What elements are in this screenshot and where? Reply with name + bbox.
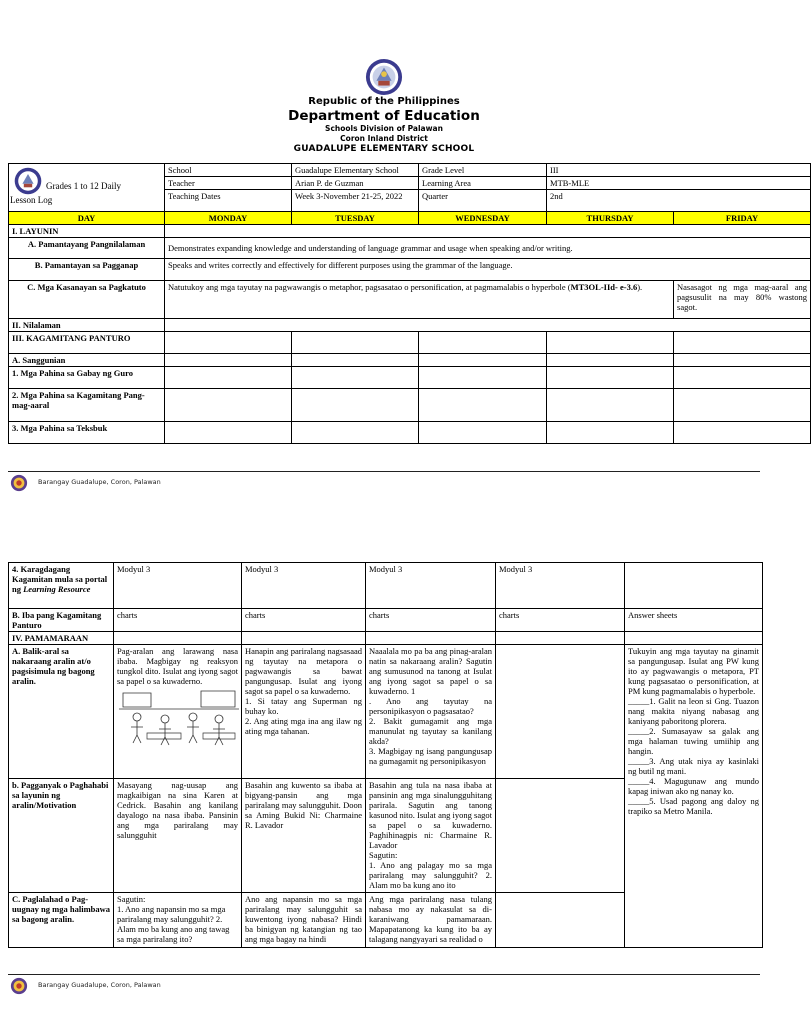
balik-aral-tuesday-item1: 1. Si tatay ang Superman ng buhay ko. [245, 696, 362, 716]
kagamitan-tue [292, 332, 419, 354]
deped-seal-icon [365, 58, 403, 96]
sanggunian-tue [292, 354, 419, 367]
balik-aral-wednesday [366, 645, 496, 779]
lesson-log-table-page1 [8, 163, 811, 444]
paglalahad-thursday [496, 893, 625, 948]
lesson-log-table-page2 [8, 562, 763, 948]
pagganyak-wednesday-text: Basahin ang tula na nasa ibaba at pansinin ang mga sinalungguhitang parirala. Sagutin ang tanong kasunod nito. Isulat ang iyong sagot sa papel o sa kuwaderno. Paghihinagpis ni: Charmaine R. Lavador [369, 780, 492, 850]
pagganyak-wednesday [366, 779, 496, 893]
balik-aral-tuesday-text: Hanapin ang pariralang nagsasaad ng tayutay na metapora o pagwawangis sa bawat pangungusap. Isulat ang iyong sagot sa papel o sa kuwaderno. [245, 646, 362, 696]
karagdagang-text: 4. Karagdagang Kagamitan mula sa portal ng [12, 564, 108, 594]
friday-assessment [625, 645, 763, 948]
balik-aral-wednesday-item1: . Ano ang tayutay na personipikasyon o pagsasatao? [369, 696, 492, 716]
kagamitan-wed [419, 332, 547, 354]
friday-item-3: _____3. Ang utak niya ay kasinlaki ng butil ng mani. [628, 756, 759, 776]
modyul-tue: Modyul 3 [242, 563, 366, 609]
pagganyak-thursday [496, 779, 625, 893]
pamamaraan-wed [366, 632, 496, 645]
children-classroom-illustration [117, 689, 241, 747]
friday-item-2: _____2. Sumasayaw sa galak ang mga halaman tuwing umiihip ang hangin. [628, 726, 759, 756]
modyul-mon: Modyul 3 [114, 563, 242, 609]
sanggunian-thu [547, 354, 674, 367]
modyul-wed: Modyul 3 [366, 563, 496, 609]
gabay-tue [292, 367, 419, 389]
dll-title: Grades 1 to 12 Daily [46, 181, 121, 191]
friday-item-1: _____1. Galit na leon si Gng. Tuazon nang makita niyang nabasag ang kaniyang paboritong plorera. [628, 696, 759, 726]
kagamitang-mag-aaral-label: 2. Mga Pahina sa Kagamitang Pang-mag-aaral [9, 389, 165, 422]
paglalahad-wednesday: Ang mga pariralang nasa tulang nabasa mo ay nakasulat sa di-karaniwang pamamaraan. Mapapatanong ka kung ito ba ay talagang nangyayari sa realidad o [366, 893, 496, 948]
thursday-header: THURSDAY [547, 212, 674, 225]
balik-aral-wednesday-item3: 3. Magbigay ng isang pangungusap na gumagamit ng personipikasyon [369, 746, 492, 766]
dll-title-cell [9, 164, 165, 212]
teksbuk-tue [292, 422, 419, 444]
kagamitang-wed [419, 389, 547, 422]
gabay-thu [547, 367, 674, 389]
pamantayang-pangnilalaman-label: A. Pamantayang Pangnilalaman [9, 238, 165, 259]
pamamaraan-thu [496, 632, 625, 645]
pagganyak-monday: Masayang nag-uusap ang magkaibigan na sina Karen at Cedrick. Basahin ang kanilang dayalogo na nasa ibaba. Pansinin ang mga pariralang may salungguhit [114, 779, 242, 893]
pamamaraan-mon [114, 632, 242, 645]
balik-aral-tuesday [242, 645, 366, 779]
tuesday-header: TUESDAY [292, 212, 419, 225]
paglalahad-monday-questions: 1. Ano ang napansin mo sa mga pariralang may salungguhit? 2. Alam mo ba kung ano ang tawag sa mga pariralang ito? [117, 904, 230, 944]
kasanayan-friday: Nasasagot ng mga mag-aaral ang pagsusulit na may 80% wastong sagot. [674, 281, 811, 319]
friday-assessment-intro: Tukuyin ang mga tayutay na ginamit sa pangungusap. Isulat ang PW kung ito ay pagwawangis o metapora, PT kung pagsasatao o personification, at PM kung pagmamalabis o hyperbole. [628, 646, 759, 696]
page-footer-2 [8, 974, 760, 989]
department-title: Department of Education [288, 108, 480, 124]
quarter-value [547, 190, 811, 212]
pagganyak-tuesday: Basahin ang kuwento sa ibaba at bigyang-pansin ang mga pariralang may salungguhit. Doon sa Aming Bukid Ni: Charmaine R. Lavador [242, 779, 366, 893]
friday-header: FRIDAY [674, 212, 811, 225]
footer-address: Barangay Guadalupe, Coron, Palawan [38, 981, 161, 989]
kagamitang-thu [547, 389, 674, 422]
balik-aral-label: A. Balik-aral sa nakaraang aralin at/o pagsisimula ng bagong aralin. [9, 645, 114, 779]
balik-aral-thursday [496, 645, 625, 779]
paglalahad-label: C. Paglalahad o Pag-uugnay ng mga halimbawa sa bagong aralin. [9, 893, 114, 948]
kasanayan-text-end: ). [637, 282, 643, 292]
footer-address: Barangay Guadalupe, Coron, Palawan [38, 478, 161, 486]
pagganyak-label: b. Pagganyak o Paghahabi sa layunin ng aralin/Motivation [9, 779, 114, 893]
school-name: GUADALUPE ELEMENTARY SCHOOL [293, 144, 475, 154]
pamamaraan-label: IV. PAMAMARAAN [9, 632, 114, 645]
kagamitang-mon [165, 389, 292, 422]
deped-footer-logo-icon [10, 474, 28, 492]
teksbuk-fri [674, 422, 811, 444]
layunin-cell [165, 225, 811, 238]
area-label: Learning Area [419, 177, 547, 190]
sanggunian-wed [419, 354, 547, 367]
kasanayan-text-main: Natutukoy ang mga tayutay na pagwawangis o metaphor, pagsasatao o personification, at pagmamalabis o hyperbole ( [168, 282, 571, 292]
kasanayan-label: C. Mga Kasanayan sa Pagkatuto [9, 281, 165, 319]
pamamaraan-tue [242, 632, 366, 645]
nilalaman-label: II. Nilalaman [9, 319, 165, 332]
sanggunian-label: A. Sanggunian [9, 354, 165, 367]
competency-code: MT3OL-IId- e-3.6 [570, 282, 638, 292]
answer-sheets-fri: Answer sheets [625, 609, 763, 632]
district-line: Coron Inland District [340, 134, 428, 143]
dates-label: Teaching Dates [165, 190, 292, 212]
day-header: DAY [9, 212, 165, 225]
paglalahad-tuesday: Ano ang napansin mo sa mga pariralang may salungguhit sa kuwentong iyong nabasa? Hindi ba binigyan ng katangian ng tao ang mga bagay na hindi [242, 893, 366, 948]
pamantayang-pangnilalaman-text: Demonstrates expanding knowledge and understanding of language grammar and usage when speaking and/or writing. [165, 238, 811, 259]
letterhead [0, 58, 768, 155]
kagamitang-panturo-label: III. KAGAMITANG PANTURO [9, 332, 165, 354]
gabay-wed [419, 367, 547, 389]
grade-value: III [547, 164, 811, 177]
school-label: School [165, 164, 292, 177]
balik-aral-monday-text: Pag-aralan ang larawang nasa ibaba. Magbigay ng reaksyon tungkol dito. Isulat ang iyong sagot sa papel o sa kuwaderno. [117, 646, 238, 686]
quarter-label: Quarter [419, 190, 547, 212]
dll-title-2: Lesson Log [10, 195, 53, 205]
kasanayan-text [165, 281, 674, 319]
division-line: Schools Division of Palawan [325, 124, 443, 133]
pagganyak-wednesday-questions: 1. Ano ang palagay mo sa mga pariralang may salungguhit? 2. Alam mo ba kung ano ito [369, 860, 492, 890]
republic-line: Republic of the Philippines [308, 96, 460, 107]
karagdagang-emphasis: Learning Resource [23, 584, 91, 594]
charts-thu: charts [496, 609, 625, 632]
page-footer-1 [8, 471, 760, 486]
teksbuk-mon [165, 422, 292, 444]
gabay-fri [674, 367, 811, 389]
deped-footer-logo-icon [10, 977, 28, 995]
school-value: Guadalupe Elementary School [292, 164, 419, 177]
paglalahad-monday [114, 893, 242, 948]
dates-value: Week 3-November 21-25, 2022 [292, 190, 419, 212]
sanggunian-mon [165, 354, 292, 367]
gabay-mon [165, 367, 292, 389]
teacher-value: Arian P. de Guzman [292, 177, 419, 190]
modyul-thu: Modyul 3 [496, 563, 625, 609]
deped-seal-small-icon [14, 167, 42, 195]
balik-aral-wednesday-text: Naaalala mo pa ba ang pinag-aralan natin sa nakaraang aralin? Sagutin ang sumusunod na tanong at Isulat ang iyong sagot sa papel o sa kuwaderno. 1 [369, 646, 492, 696]
sanggunian-fri [674, 354, 811, 367]
balik-aral-monday [114, 645, 242, 779]
modyul-fri [625, 563, 763, 609]
pamantayan-pagganap-label: B. Pamantayan sa Pagganap [9, 259, 165, 281]
friday-item-4: _____4. Magugunaw ang mundo kapag iniwan ako ng nanay ko. [628, 776, 759, 796]
balik-aral-tuesday-item2: 2. Ang ating mga ina ang ilaw ng ating mga tahanan. [245, 716, 362, 736]
charts-wed: charts [366, 609, 496, 632]
kagamitan-thu [547, 332, 674, 354]
iba-pang-kagamitan-label: B. Iba pang Kagamitang Panturo [9, 609, 114, 632]
teacher-label: Teacher [165, 177, 292, 190]
monday-header: MONDAY [165, 212, 292, 225]
kagamitang-fri [674, 389, 811, 422]
grade-label: Grade Level [419, 164, 547, 177]
pamamaraan-fri [625, 632, 763, 645]
pamantayan-pagganap-text: Speaks and writes correctly and effectively for different purposes using the grammar of the language. [165, 259, 811, 281]
friday-item-5: _____5. Usad pagong ang daloy ng trapiko sa Metro Manila. [628, 796, 759, 816]
kagamitan-mon [165, 332, 292, 354]
charts-tue: charts [242, 609, 366, 632]
kagamitan-fri [674, 332, 811, 354]
gabay-label: 1. Mga Pahina sa Gabay ng Guro [9, 367, 165, 389]
wednesday-header: WEDNESDAY [419, 212, 547, 225]
kagamitang-tue [292, 389, 419, 422]
quarter-value-text: 2nd [550, 191, 563, 201]
karagdagang-label [9, 563, 114, 609]
layunin-heading: I. LAYUNIN [9, 225, 165, 238]
paglalahad-monday-sagutin: Sagutin: [117, 894, 146, 904]
area-value: MTB-MLE [547, 177, 811, 190]
pagganyak-wednesday-sagutin: Sagutin: [369, 850, 398, 860]
charts-mon: charts [114, 609, 242, 632]
balik-aral-wednesday-item2: 2. Bakit gumagamit ang mga manunulat ng tayutay sa kanilang akda? [369, 716, 492, 746]
teksbuk-wed [419, 422, 547, 444]
nilalaman-cell [165, 319, 811, 332]
teksbuk-label: 3. Mga Pahina sa Teksbuk [9, 422, 165, 444]
teksbuk-thu [547, 422, 674, 444]
